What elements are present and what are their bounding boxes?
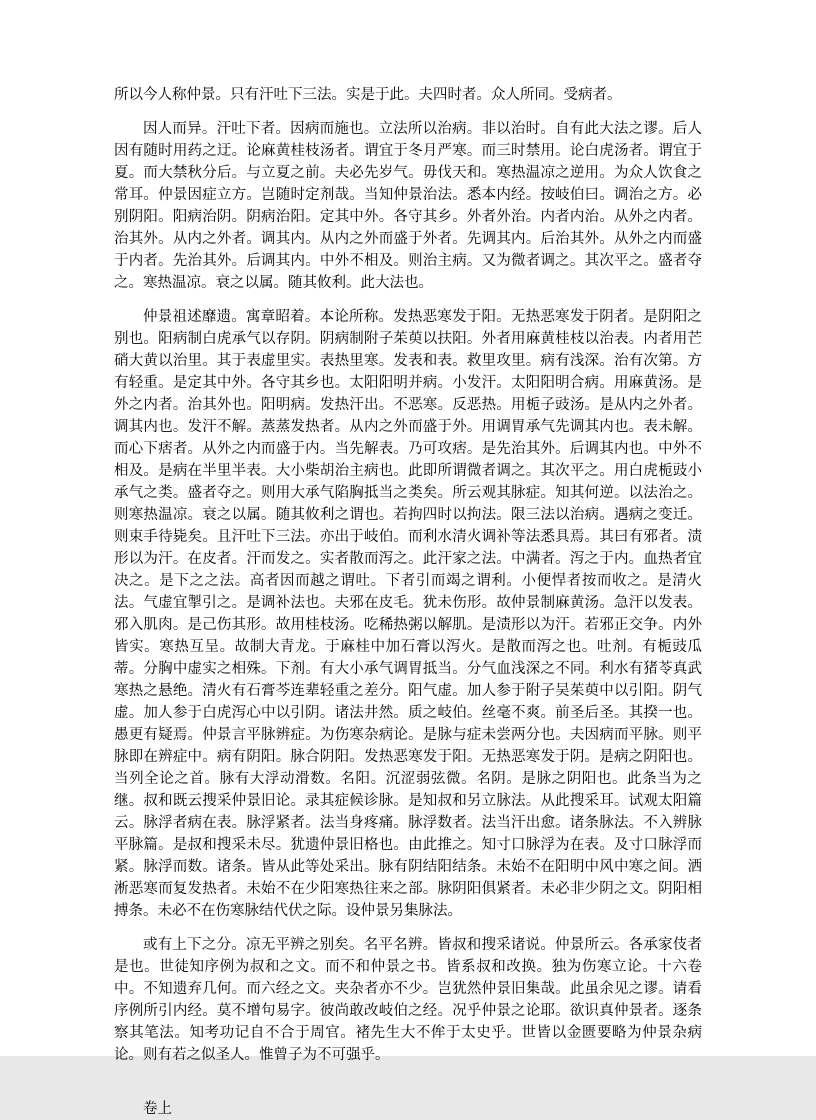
document-body: [114, 84, 702, 1120]
paragraph-treatment-methods: 因人而异。汗吐下者。因病而施也。立法所以治病。非以治时。自有此大法之谬。后人因有随时用药之迂。论麻黄桂枝汤者。谓宜于冬月严寒。而三时禁用。论白虎汤者。谓宜于夏。而大禁秋分后。与立夏之前。夫必先岁气。毋伐天和。寒热温凉之逆用。为众人饮食之常耳。仲景因症立方。岂随时定剂哉。当知仲景治法。悉本内经。按岐伯曰。调治之方。必别阴阳。阳病治阴。阴病治阳。定其中外。各守其乡。外者外治。内者内治。从外之内者。治其外。从内之外者。调其内。从内之外而盛于外者。先调其内。后治其外。从外之内而盛于内者。先治其外。后调其内。中外不相及。则治主病。又为微者调之。其次平之。盛者夺之。寒热温凉。衰之以属。随其攸利。此大法也。: [114, 121, 702, 291]
paragraph-zhongjing-doctrine: 仲景祖述靡遗。寓章昭着。本论所称。发热恶寒发于阳。无热恶寒发于阴者。是阴阳之别也。阳病制白虎承气以存阴。阴病制附子茱萸以扶阳。外者用麻黄桂枝以治表。内者用芒硝大黄以治里。其于表虚里实。表热里寒。发表和表。救里攻里。病有浅深。治有次第。方有轻重。是定其中外。各守其乡也。太阳阳明并病。小发汗。太阳阳明合病。用麻黄汤。是外之内者。治其外也。阳明病。发热汗出。不恶寒。反恶热。用栀子豉汤。是从内之外者。调其内也。发汗不解。蒸蒸发热者。从内之外而盛于外。用调胃承气先调其内也。表未解。而心下痞者。从外之内而盛于内。当先解表。乃可攻痞。是先治其外。后调其内也。中外不相及。是病在半里半表。大小柴胡治主病也。此即所谓微者调之。其次平之。用白虎栀豉小承气之类。盛者夺之。则用大承气陷胸抵当之类矣。所云观其脉症。知其何逆。以法治之。则寒热温凉。衰之以属。随其攸利之谓也。若拘四时以拘法。限三法以治病。遇病之变迁。则束手待毙矣。且汗吐下三法。亦出于岐伯。而利水清火调补等法悉具焉。其曰有邪者。渍形以为汗。在皮者。汗而发之。实者散而泻之。此汗家之法。中满者。泻之于内。血热者宜决之。是下之之法。高者因而越之谓吐。下者引而竭之谓利。小便悍者按而收之。是清火法。气虚宜掣引之。是调补法也。夫邪在皮毛。犹未伤形。故仲景制麻黄汤。急汗以发表。邪入肌肉。是己伤其形。故用桂枝汤。吃稀热粥以解肌。是渍形以为汗。若邪正交争。内外皆实。寒热互呈。故制大青龙。于麻桂中加石膏以泻火。是散而泻之也。吐剂。有栀豉瓜蒂。分胸中虚实之相殊。下剂。有大小承气调胃抵当。分气血浅深之不同。利水有猪苓真武寒热之悬绝。清火有石膏芩连辈轻重之差分。阳气虚。加人参于附子吴茱萸中以引阳。阴气虚。加人参于白虎泻心中以引阴。诸法井然。质之岐伯。丝毫不爽。前圣后圣。其揆一也。愚更有疑焉。仲景言平脉辨症。为伤寒杂病论。是脉与症未尝两分也。夫因病而平脉。则平脉即在辨症中。病有阴阳。脉合阴阳。发热恶寒发于阳。无热恶寒发于阴。是病之阴阳也。当列全论之首。脉有大浮动滑数。名阳。沉涩弱弦微。名阴。是脉之阴阳也。此条当为之继。叔和既云搜采仲景旧论。录其症候诊脉。是知叔和另立脉法。从此搜采耳。试观太阳篇云。脉浮者病在表。脉浮紧者。法当身疼痛。脉浮数者。法当汗出愈。诸条脉法。不入辨脉平脉篇。是叔和搜采未尽。犹遗仲景旧格也。由此推之。知寸口脉浮为在表。及寸口脉浮而紧。脉浮而数。诸条。皆从此等处采出。脉有阴结阳结条。未始不在阳明中风中寒之间。洒淅恶寒而复发热者。未始不在少阳寒热往来之部。脉阴阳俱紧者。未必非少阴之文。阴阳相搏条。未必不在伤寒脉结代伏之际。设仲景另集脉法。: [114, 309, 702, 919]
paragraph-shuhe-compilation: 或有上下之分。凉无平辨之别矣。名平名辨。皆叔和搜采诸说。仲景所云。各承家伎者是也。世徒知序例为叔和之文。而不和仲景之书。皆系叔和改换。独为伤寒立论。十六卷中。不知遗弃几何。而六经之文。夹杂者亦不少。岂犹然仲景旧集哉。此虽余见之谬。请看序例所引内经。莫不增句易字。彼尚敢改岐伯之经。况乎仲景之论耶。欲识真仲景者。逐条察其笔法。知考功记自不合于周官。褚先生大不侔于太史乎。世皆以金匮要略为仲景杂病论。则有若之似圣人。惟曾子为不可强乎。: [114, 937, 702, 1063]
paragraph-continuation: 所以今人称仲景。只有汗吐下三法。实是于此。夫四时者。众人所同。受病者。: [114, 87, 622, 103]
section-label-juan-shang: 卷上: [143, 1101, 172, 1117]
